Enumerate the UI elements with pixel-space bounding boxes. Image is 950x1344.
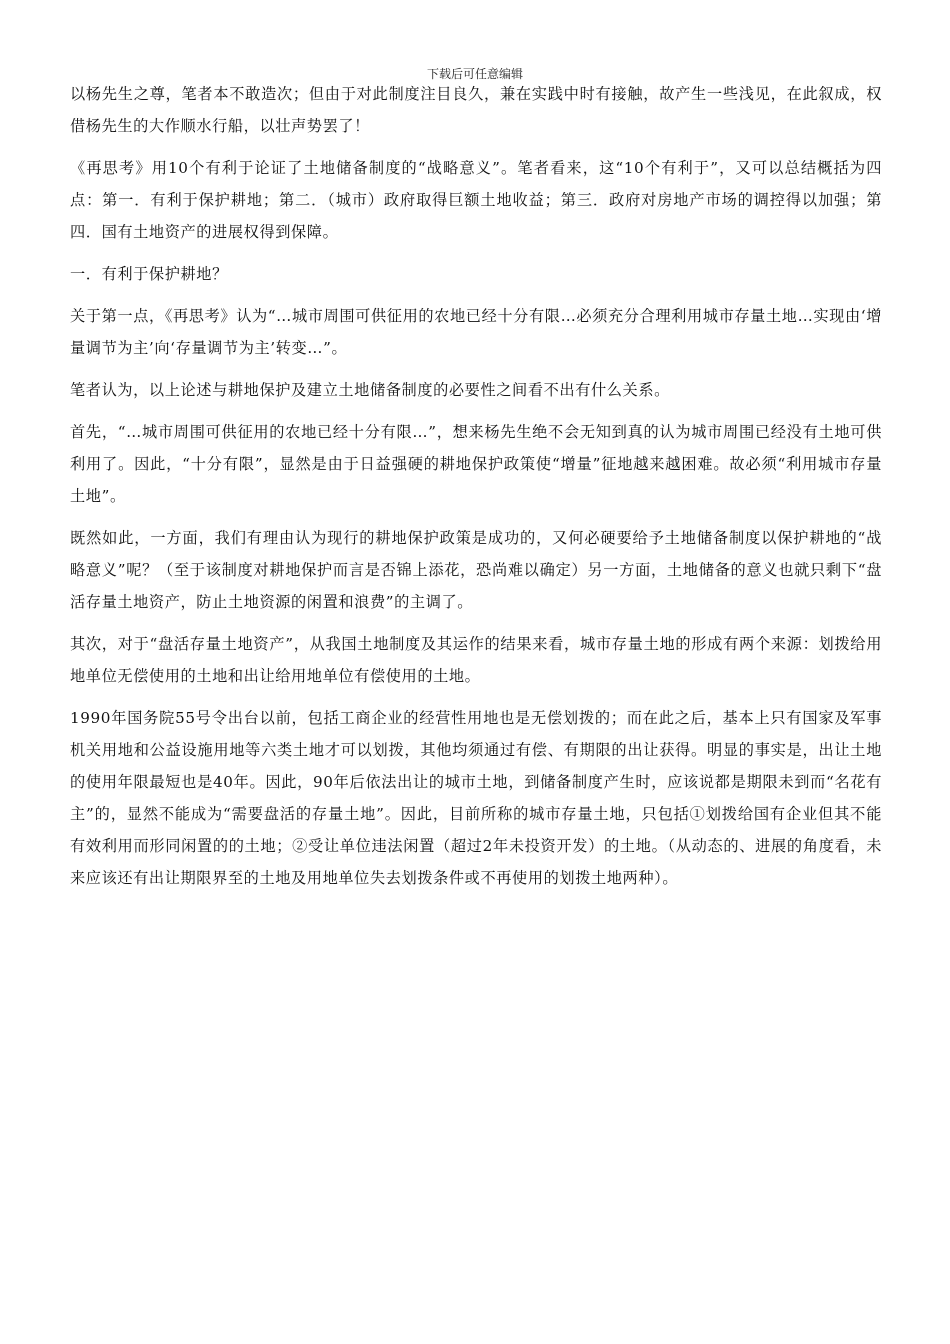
paragraph-first-point: 关于第一点，《再思考》认为“…城市周围可供征用的农地已经十分有限…必须充分合理利用城市存量土地…实现由‘增量调节为主’向‘存量调节为主’转变…”。 — [70, 307, 882, 357]
paragraph-therefore: 既然如此，一方面，我们有理由认为现行的耕地保护政策是成功的，又何必硬要给予土地储备制度以保护耕地的“战略意义”呢？（至于该制度对耕地保护而言是否锦上添花，恐尚难以确定）另一方面，土地储备的意义也就只剩下“盘活存量土地资产，防止土地资源的闲置和浪费”的主调了。 — [70, 529, 882, 611]
paragraph-secondly: 其次，对于“盘活存量土地资产”，从我国土地制度及其运作的结果来看，城市存量土地的形成有两个来源：划拨给用地单位无偿使用的土地和出让给用地单位有偿使用的土地。 — [70, 635, 882, 685]
section-heading: 一．有利于保护耕地？ — [70, 265, 228, 283]
page-header: 下载后可任意编辑 — [426, 67, 523, 81]
paragraph-opinion: 笔者认为，以上论述与耕地保护及建立土地储备制度的必要性之间看不出有什么关系。 — [70, 381, 670, 399]
paragraph-intro: 以杨先生之尊，笔者本不敢造次；但由于对此制度注目良久，兼在实践中时有接触，故产生一些浅见，在此叙成，权借杨先生的大作顺水行船，以壮声势罢了！ — [70, 85, 882, 135]
paragraph-summary: 《再思考》用10个有利于论证了土地储备制度的“战略意义”。笔者看来，这“10个有利于”，又可以总结概括为四点：第一．有利于保护耕地；第二．（城市）政府取得巨额土地收益；第三．政府对房地产市场的调控得以加强；第四．国有土地资产的进展权得到保障。 — [70, 159, 882, 241]
document-body — [70, 78, 882, 904]
paragraph-firstly: 首先，“…城市周围可供征用的农地已经十分有限…”，想来杨先生绝不会无知到真的认为城市周围已经没有土地可供利用了。因此，“十分有限”，显然是由于日益强硬的耕地保护政策使“增量”征地越来越困难。故必须“利用城市存量土地”。 — [70, 423, 882, 505]
paragraph-1990: 1990年国务院55号令出台以前，包括工商企业的经营性用地也是无偿划拨的；而在此之后，基本上只有国家及军事机关用地和公益设施用地等六类土地才可以划拨，其他均须通过有偿、有期限的出让获得。明显的事实是，出让土地的使用年限最短也是40年。因此，90年后依法出让的城市土地，到储备制度产生时，应该说都是期限未到而“名花有主”的，显然不能成为“需要盘活的存量土地”。因此，目前所称的城市存量土地，只包括①划拨给国有企业但其不能有效利用而形同闲置的的土地；②受让单位违法闲置（超过2年未投资开发）的土地。（从动态的、进展的角度看，未来应该还有出让期限界至的土地及用地单位失去划拨条件或不再使用的划拨土地两种）。 — [70, 709, 882, 887]
